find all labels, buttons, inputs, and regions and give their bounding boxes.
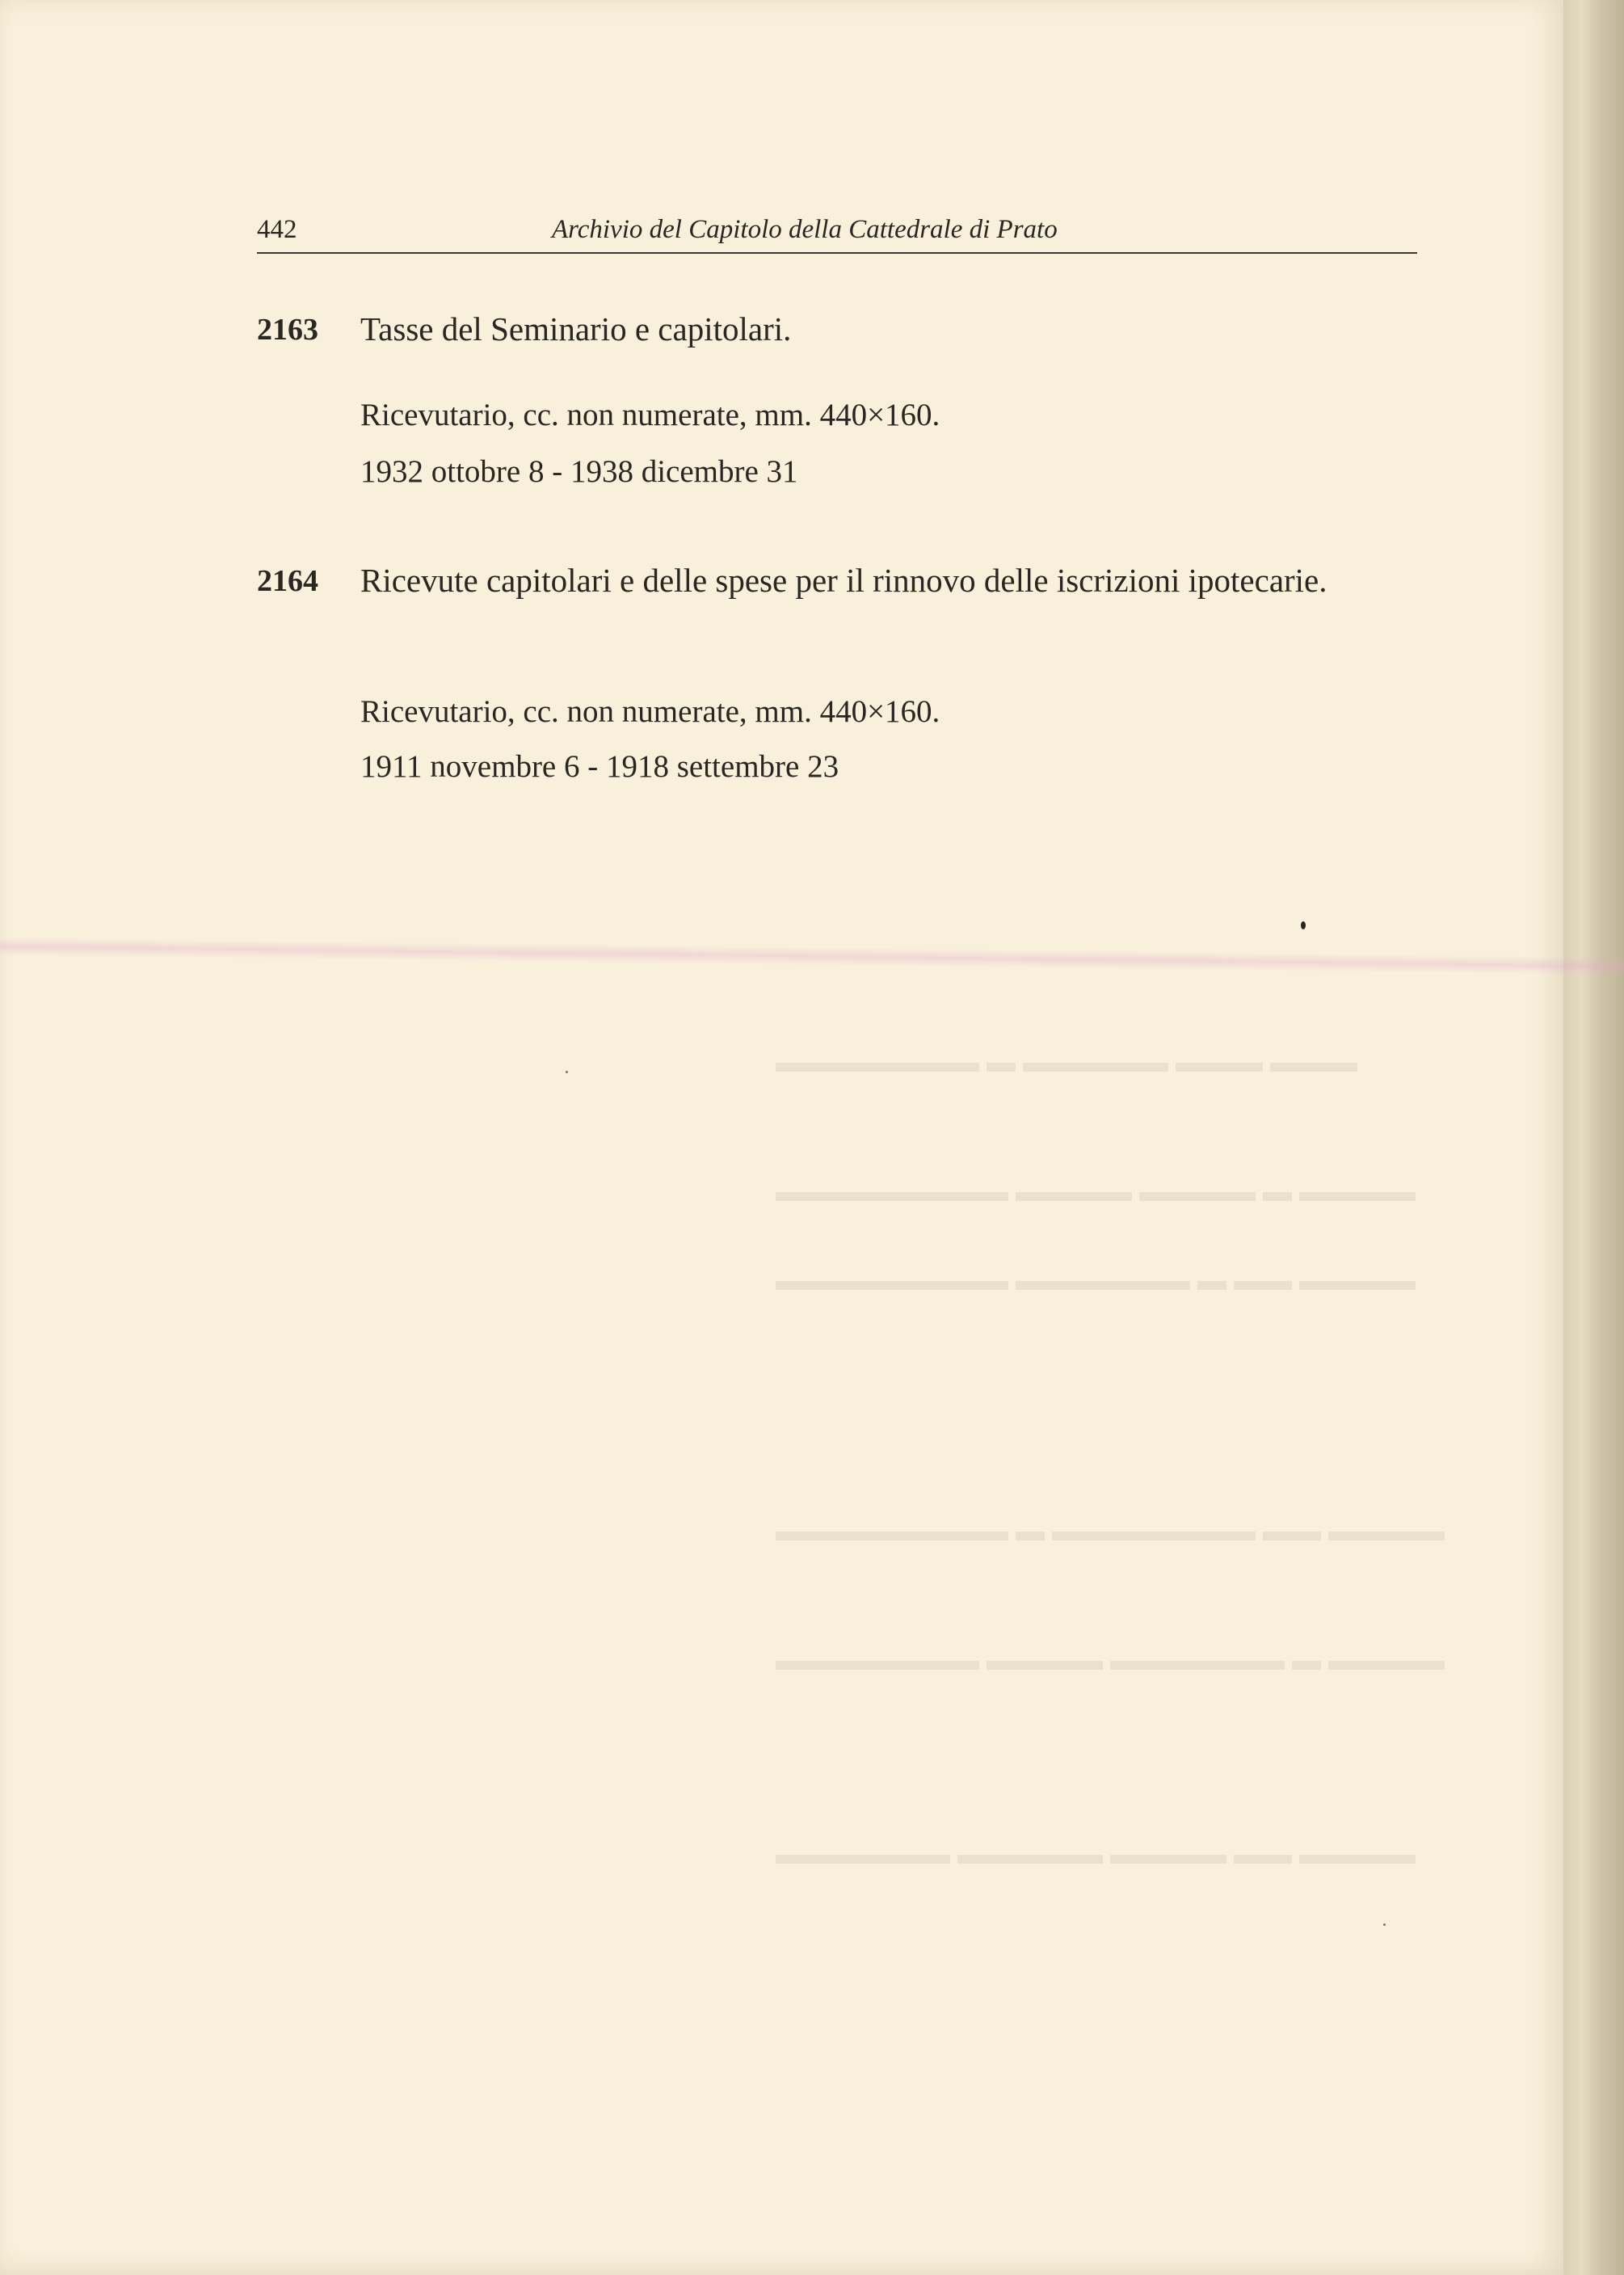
page-edge	[1563, 0, 1624, 2275]
entry-title: Ricevute capitolari e delle spese per il rinnovo delle iscrizioni ipotecarie.	[360, 562, 1327, 599]
show-through-line: ▬▬▬▬ ▬▬ ▬ ▬▬▬▬▬▬ ▬▬▬▬▬▬▬▬	[776, 1264, 1416, 1296]
entry-title: Tasse del Seminario e capitolari.	[360, 310, 792, 348]
entry-number: 2163	[257, 313, 318, 347]
running-title: Archivio del Capitolo della Cattedrale di Prato	[552, 215, 1058, 244]
ink-speck	[1301, 921, 1306, 929]
show-through-line: ▬▬▬▬ ▬ ▬▬▬▬▬▬ ▬▬▬▬ ▬▬▬▬▬▬▬	[776, 1644, 1445, 1676]
show-through-line: ▬▬▬ ▬▬▬ ▬▬▬▬▬ ▬ ▬▬▬▬▬▬▬	[776, 1046, 1357, 1078]
entry-dates: 1911 novembre 6 - 1918 settembre 23	[360, 749, 839, 784]
show-through-line: ▬▬▬▬ ▬▬ ▬▬▬▬▬▬▬ ▬ ▬▬▬▬▬▬▬▬	[776, 1515, 1445, 1547]
ink-speck	[566, 1071, 568, 1073]
entry-description: Ricevutario, cc. non numerate, mm. 440×160.	[360, 694, 940, 729]
running-header	[257, 212, 1417, 254]
entry-dates: 1932 ottobre 8 - 1938 dicembre 31	[360, 454, 798, 489]
show-through-line: ▬▬▬▬ ▬ ▬▬▬▬ ▬▬▬▬ ▬▬▬▬▬▬▬▬	[776, 1175, 1416, 1207]
page-number: 442	[257, 215, 297, 244]
entry-number: 2164	[257, 564, 318, 598]
entry-description: Ricevutario, cc. non numerate, mm. 440×160.	[360, 398, 940, 432]
ink-speck	[1383, 1923, 1386, 1926]
show-through-line: ▬▬▬▬ ▬▬ ▬▬▬▬ ▬▬▬▬▬ ▬▬▬▬▬▬	[776, 1838, 1416, 1870]
